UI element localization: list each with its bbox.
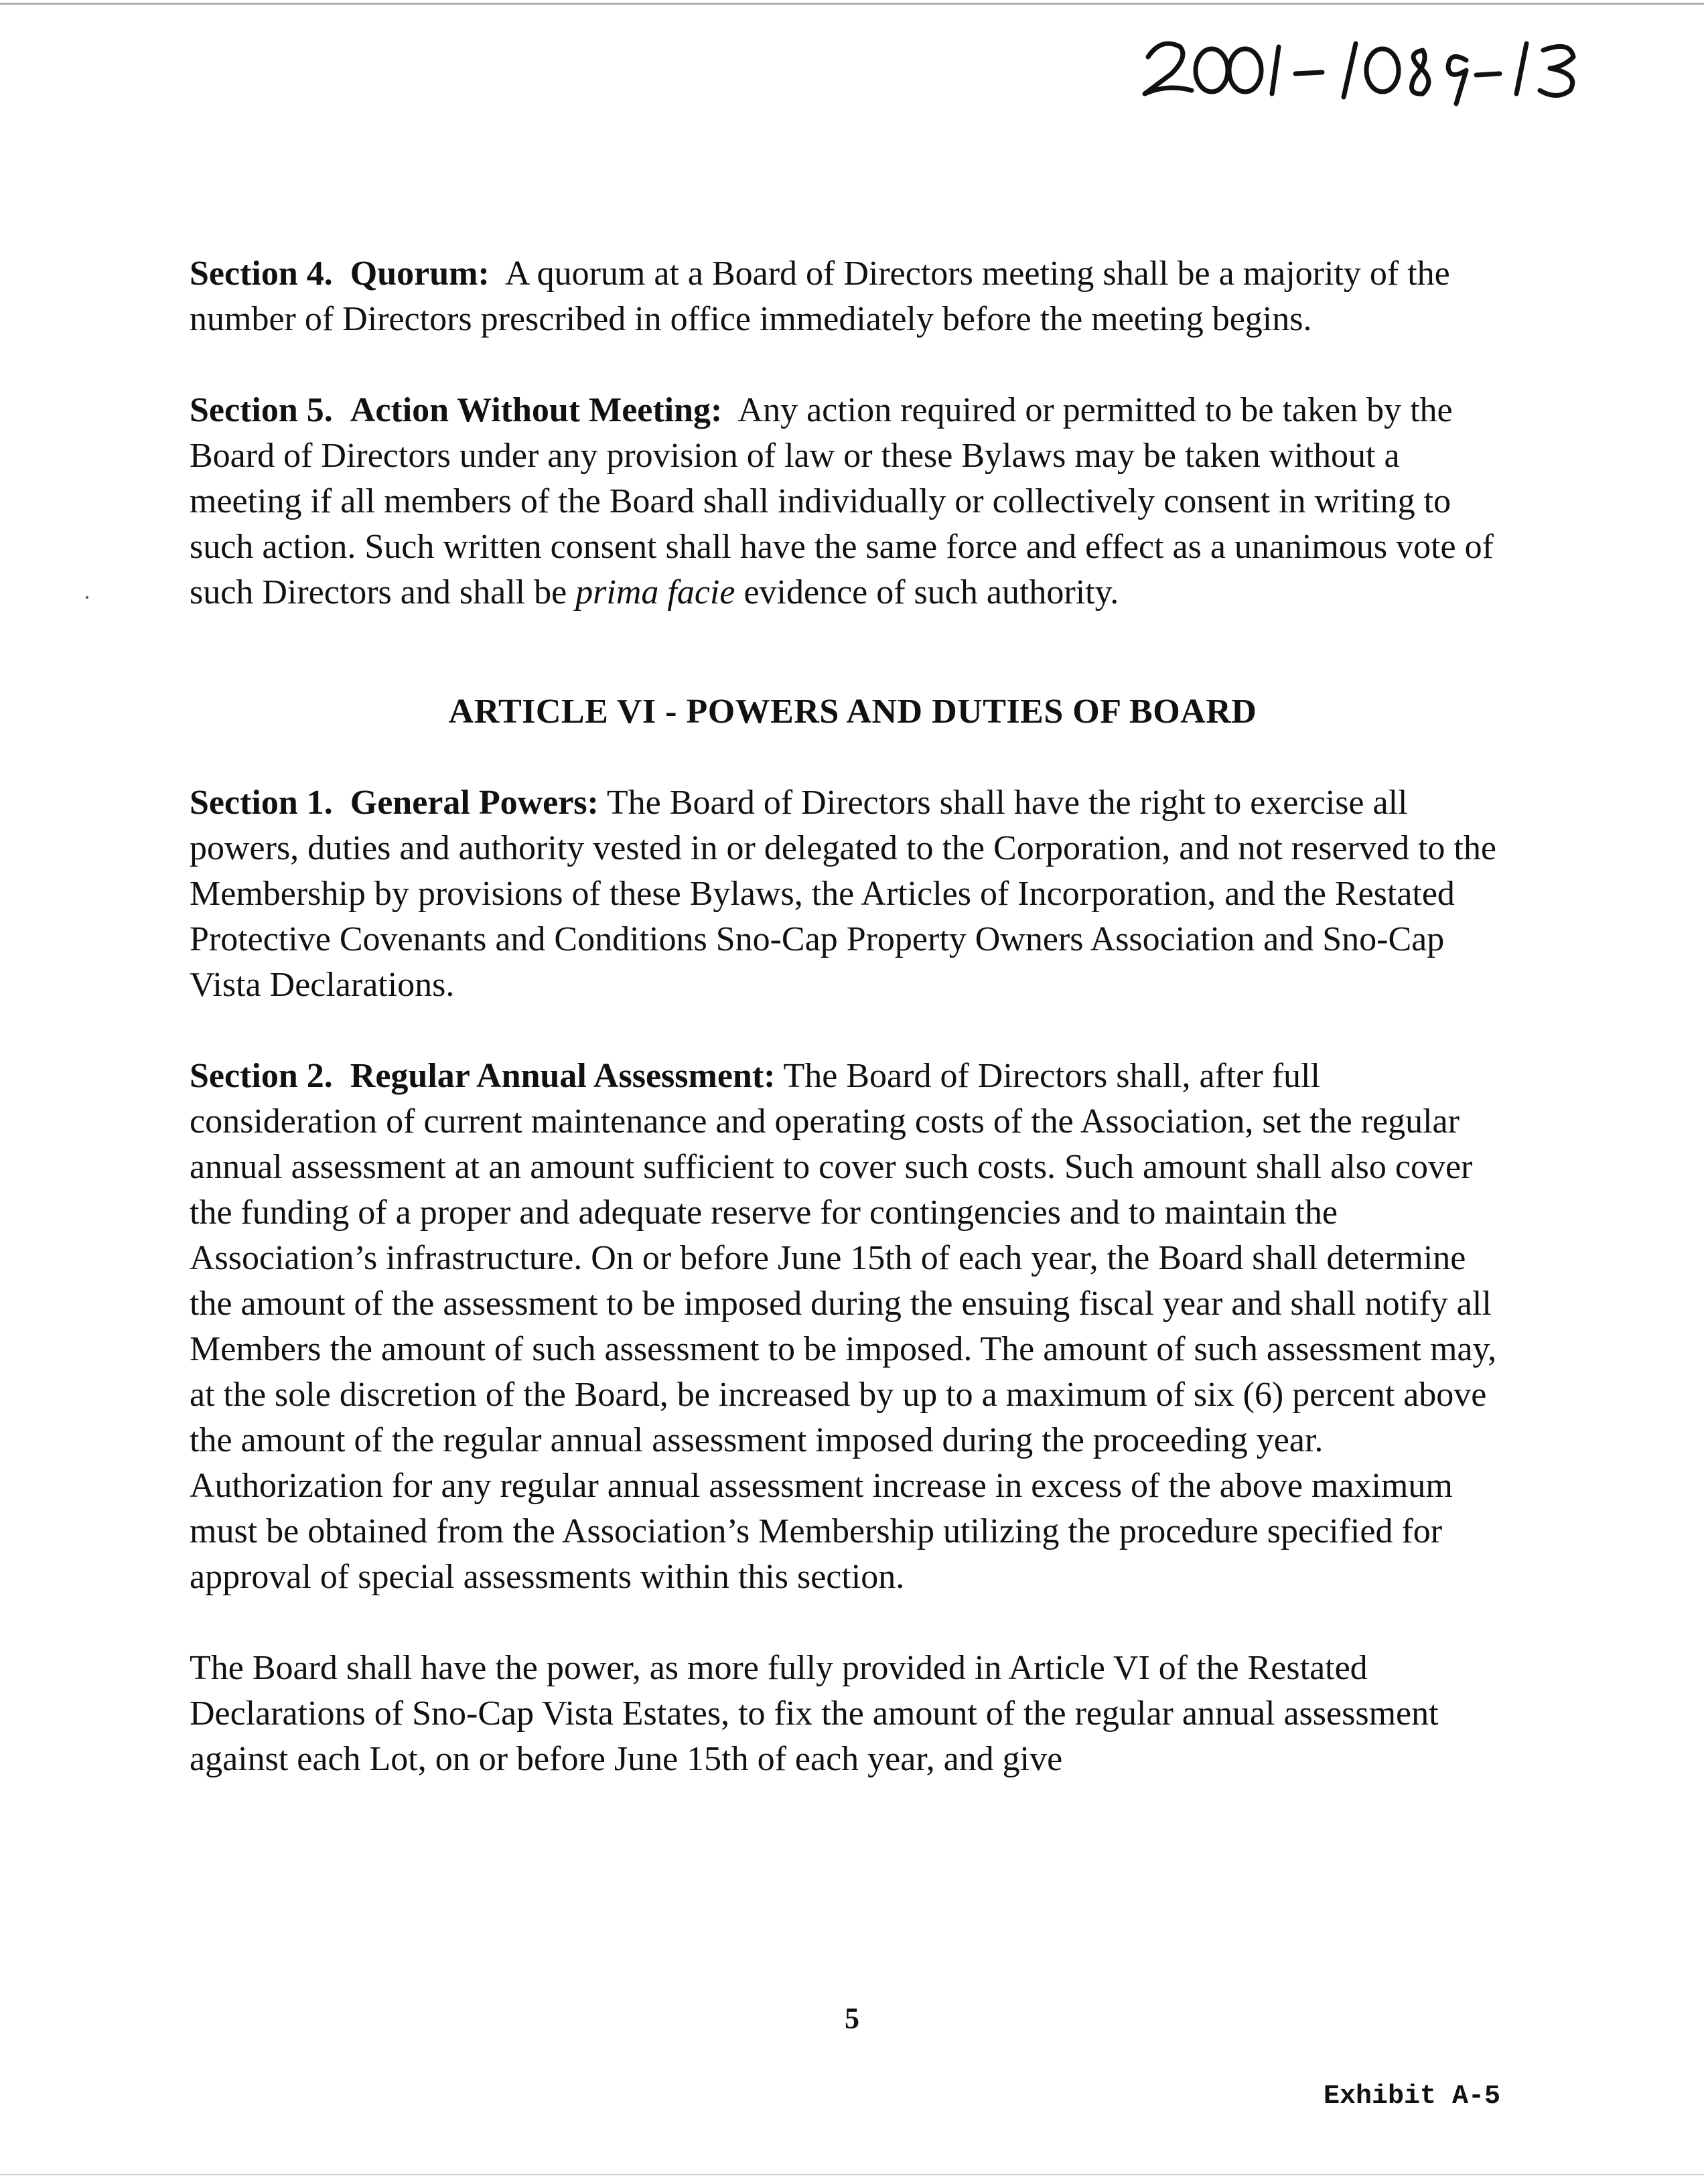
- article-heading: ARTICLE VI - POWERS AND DUTIES OF BOARD: [448, 693, 1257, 731]
- article-section-2-label: Section 2.: [190, 1057, 333, 1095]
- section-5-text-after: evidence of such authority.: [743, 573, 1119, 611]
- scan-edge-bottom: [0, 2174, 1704, 2175]
- section-4-label: Section 4.: [190, 254, 333, 293]
- handwritten-document-number: [1135, 20, 1644, 114]
- article-section-2-paragraph: [190, 1053, 1516, 1600]
- article-section-2-text: The Board of Directors shall, after full consideration of current maintenance and operating costs of the Association, set the regular annual assessment at an amount sufficient to cover such costs. Such amount shall also cover the funding of a proper and adequate reserve for contingencies and to maintain the Association’s infrastructure. On or before June 15th of each year, the Board shall determine the amount of the assessment to be imposed during the ensuing fiscal year and shall notify all Members the amount of such assessment to be imposed. The amount of such assessment may, at the sole discretion of the Board, be increased by up to a maximum of six (6) percent above the amount of the regular annual assessment imposed during the proceeding year. Authorization for any regular annual assessment increase in excess of the above maximum must be obtained from the Association’s Membership utilizing the procedure specified for approval of special assessments within this section.: [190, 1057, 1497, 1596]
- article-section-1-text: The Board of Directors shall have the right to exercise all powers, duties and authority vested in or delegated to the Corporation, and not reserved to the Membership by provisions of these Bylaws, the Articles of Incorporation, and the Restated Protective Covenants and Conditions Sno-Cap Property Owners Association and Sno-Cap Vista Declarations.: [190, 784, 1496, 1004]
- scan-edge-top: [0, 3, 1704, 5]
- section-4-text: A quorum at a Board of Directors meeting shall be a majority of the number of Directors prescribed in office immediately before the meeting begins.: [190, 254, 1450, 338]
- section-5-label: Section 5.: [190, 391, 333, 429]
- article-section-1-title: General Powers:: [350, 784, 599, 822]
- section-5-paragraph: [190, 388, 1516, 615]
- section-4-paragraph: [190, 251, 1516, 342]
- section-5-italic: prima facie: [575, 573, 735, 611]
- exhibit-label: Exhibit A-5: [1323, 2082, 1500, 2112]
- article-section-1-label: Section 1.: [190, 784, 333, 822]
- section-5-text-before: Any action required or permitted to be taken by the Board of Directors under any provision of law or these Bylaws may be taken without a meeting if all members of the Board shall individually or collectively consent in writing to such action. Such written consent shall have the same force and effect as a unanimous vote of such Directors and shall be: [190, 391, 1494, 611]
- scan-speck: [86, 596, 88, 599]
- closing-paragraph: The Board shall have the power, as more fully provided in Article VI of the Restated Declarations of Sno-Cap Vista Estates, to fix the amount of the regular annual assessment against each Lot, on or before June 15th of each year, and give: [190, 1649, 1439, 1778]
- section-4-title: Quorum:: [350, 254, 490, 293]
- section-5-title: Action Without Meeting:: [350, 391, 723, 429]
- article-section-2-title: Regular Annual Assessment:: [350, 1057, 776, 1095]
- page-number: 5: [845, 2002, 859, 2035]
- article-section-1-paragraph: [190, 780, 1516, 1008]
- handwritten-number-drawing: [1135, 20, 1644, 114]
- document-body: [190, 251, 1516, 1828]
